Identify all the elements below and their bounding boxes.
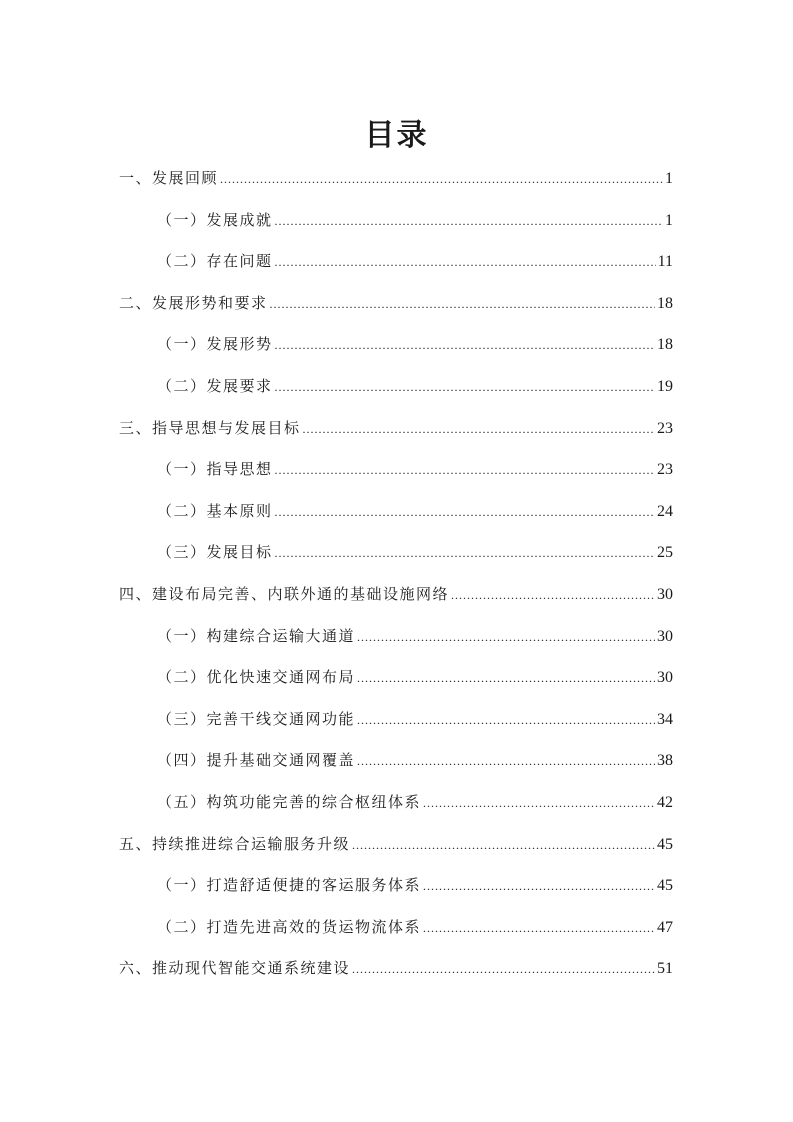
toc-leader-dots: [270, 284, 655, 326]
toc-leader-dots: [275, 242, 656, 284]
toc-entry-page: 30: [657, 585, 673, 603]
toc-entry-label: （二）存在问题: [157, 252, 273, 271]
toc-entry-label: （一）构建综合运输大通道: [157, 626, 356, 645]
toc-entry[interactable]: [119, 366, 673, 408]
toc-leader-dots: [357, 658, 655, 700]
toc-leader-dots: [451, 575, 655, 617]
toc-entry-page: 30: [657, 627, 673, 645]
toc-entry-page: 23: [657, 419, 673, 437]
toc-leader-dots: [275, 367, 655, 409]
toc-entry-page: 1: [665, 170, 673, 187]
toc-entry[interactable]: [119, 158, 673, 200]
toc-entry-page: 18: [657, 294, 673, 312]
toc-entry-label: 二、发展形势和要求: [119, 293, 268, 312]
toc-entry-label: （二）基本原则: [157, 501, 273, 520]
toc-entry-label: （一）指导思想: [157, 460, 273, 479]
toc-leader-dots: [357, 741, 655, 783]
toc-leader-dots: [275, 450, 655, 492]
toc-entry-label: （一）发展成就: [157, 210, 273, 229]
toc-entry-page: 38: [657, 752, 673, 770]
toc-entry-label: （一）打造舒适便捷的客运服务体系: [157, 876, 422, 895]
toc-entry-label: 四、建设布局完善、内联外通的基础设施网络: [119, 584, 450, 603]
toc-entry-page: 23: [657, 461, 673, 479]
toc-entry-label: （四）提升基础交通网覆盖: [157, 751, 356, 770]
toc-leader-dots: [220, 159, 663, 201]
toc-entry[interactable]: [119, 824, 673, 866]
toc-entry-label: （二）打造先进高效的货运物流体系: [157, 917, 422, 936]
toc-entry[interactable]: [119, 948, 673, 990]
toc-entry[interactable]: [119, 740, 673, 782]
toc-leader-dots: [275, 533, 655, 575]
toc-entry[interactable]: [119, 865, 673, 907]
toc-entry-page: 45: [657, 835, 673, 853]
toc-leader-dots: [275, 492, 655, 534]
toc-entry[interactable]: [119, 449, 673, 491]
toc-entry-page: 51: [657, 960, 673, 978]
toc-leader-dots: [423, 866, 655, 908]
toc-entry[interactable]: [119, 324, 673, 366]
toc-entry[interactable]: [119, 907, 673, 949]
toc-entry[interactable]: [119, 616, 673, 658]
toc-entry-label: （三）完善干线交通网功能: [157, 709, 356, 728]
toc-list: [119, 158, 673, 990]
toc-leader-dots: [357, 700, 655, 742]
toc-entry-label: （一）发展形势: [157, 335, 273, 354]
toc-entry-page: 30: [657, 669, 673, 687]
toc-leader-dots: [275, 201, 663, 243]
toc-entry[interactable]: [119, 699, 673, 741]
toc-entry-label: （二）优化快速交通网布局: [157, 668, 356, 687]
toc-entry-label: 五、持续推进综合运输服务升级: [119, 834, 351, 853]
toc-entry-page: 18: [657, 336, 673, 354]
toc-entry-page: 42: [657, 793, 673, 811]
toc-leader-dots: [352, 949, 655, 991]
toc-entry-label: 六、推动现代智能交通系统建设: [119, 959, 351, 978]
toc-entry-page: 11: [657, 253, 673, 271]
toc-entry-page: 45: [657, 877, 673, 895]
toc-entry-page: 19: [657, 377, 673, 395]
toc-entry[interactable]: [119, 782, 673, 824]
toc-entry-label: （三）发展目标: [157, 543, 273, 562]
toc-entry-label: 三、指导思想与发展目标: [119, 418, 301, 437]
toc-entry-page: 34: [657, 710, 673, 728]
toc-entry-page: 25: [657, 544, 673, 562]
toc-leader-dots: [423, 783, 655, 825]
toc-leader-dots: [357, 617, 655, 659]
toc-entry-page: 1: [665, 211, 673, 229]
toc-leader-dots: [303, 409, 655, 451]
toc-entry[interactable]: [119, 574, 673, 616]
toc-leader-dots: [352, 825, 655, 867]
toc-entry-page: 47: [657, 918, 673, 936]
toc-entry[interactable]: [119, 283, 673, 325]
toc-entry[interactable]: [119, 200, 673, 242]
toc-entry-label: 一、发展回顾: [119, 169, 219, 187]
toc-entry[interactable]: [119, 491, 673, 533]
toc-entry-label: （二）发展要求: [157, 376, 273, 395]
toc-entry-label: （五）构筑功能完善的综合枢纽体系: [157, 792, 422, 811]
toc-entry[interactable]: [119, 241, 673, 283]
toc-leader-dots: [423, 908, 655, 950]
toc-leader-dots: [275, 325, 655, 367]
toc-entry[interactable]: [119, 532, 673, 574]
toc-entry[interactable]: [119, 408, 673, 450]
toc-entry-page: 24: [657, 502, 673, 520]
toc-title: 目录: [364, 118, 429, 153]
toc-entry[interactable]: [119, 657, 673, 699]
